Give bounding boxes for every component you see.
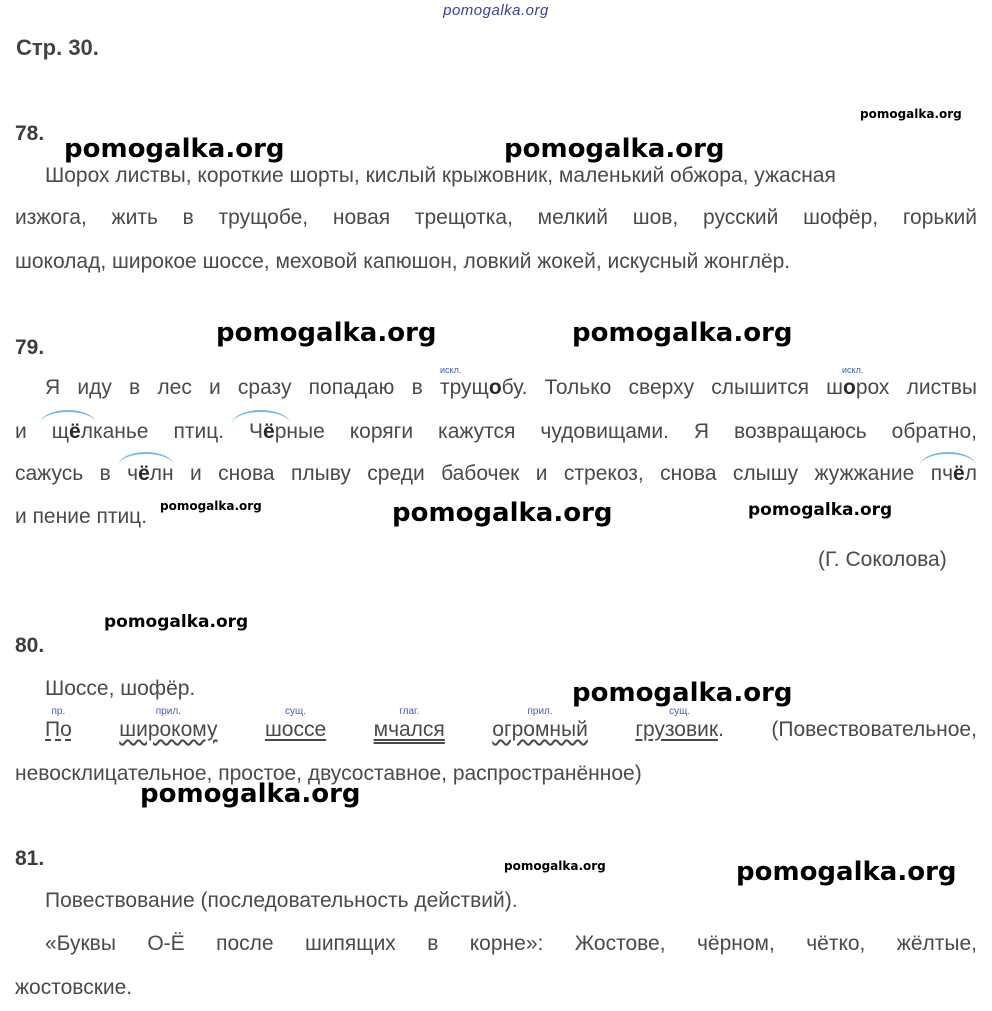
watermark: pomogalka.org	[572, 318, 793, 348]
exercise-79-line-1: Я иду в лес и сразу попадаю в трущобу. Только сверху слышится шорох листвы	[45, 376, 977, 399]
exercise-number: 79.	[15, 336, 45, 359]
parsed-word: прил. огромный	[492, 706, 588, 741]
exercise-number: 80.	[15, 634, 45, 657]
top-watermark: pomogalka.org	[443, 2, 549, 19]
watermark: pomogalka.org	[216, 318, 437, 348]
parsed-word: пр. По	[45, 706, 72, 741]
page-label: Стр. 30.	[16, 35, 99, 60]
watermark: pomogalka.org	[504, 134, 725, 164]
watermark: pomogalka.org	[104, 612, 249, 632]
watermark: pomogalka.org	[140, 779, 361, 809]
watermark: pomogalka.org	[160, 499, 262, 513]
exercise-79-line-3: сажусь в чёлн и снова плыву среди бабочек и стрекоз, снова слышу жужжание пчёл	[15, 462, 977, 485]
exercise-81-line-3: жостовские.	[15, 976, 133, 999]
watermark: pomogalka.org	[392, 498, 613, 528]
exercise-79-line-4: и пение птиц.	[15, 505, 148, 528]
watermark: pomogalka.org	[64, 134, 285, 164]
watermark: pomogalka.org	[572, 678, 793, 708]
watermark: pomogalka.org	[748, 500, 893, 520]
parsed-word: сущ. шоссе	[264, 706, 327, 741]
exercise-81-line-1: Повествование (последовательность действий).	[45, 889, 518, 912]
exercise-number: 81.	[15, 847, 45, 870]
exercise-80-line-3: невосклицательное, простое, двусоставное, распространённое)	[15, 762, 642, 785]
exercise-78-line-3: шоколад, широкое шоссе, меховой капюшон, ловкий жокей, искусный жонглёр.	[15, 250, 791, 273]
exercise-78-line-1: Шорох листвы, короткие шорты, кислый крыжовник, маленький обжора, ужасная	[45, 164, 836, 187]
parsed-word: прил. широкому	[119, 706, 218, 741]
exercise-81-line-2: «Буквы О-Ё после шипящих в корне»: Жостове, чёрном, чётко, жёлтые,	[45, 932, 977, 955]
exercise-80-line-1: Шоссе, шофёр.	[45, 677, 196, 700]
author: (Г. Соколова)	[818, 548, 947, 571]
parsed-word: глаг. мчался	[373, 706, 445, 741]
watermark: pomogalka.org	[860, 107, 962, 121]
exercise-78-line-2: изжога, жить в трущобе, новая трещотка, мелкий шов, русский шофёр, горький	[15, 206, 977, 229]
watermark: pomogalka.org	[736, 857, 957, 887]
exercise-number: 78.	[15, 122, 45, 145]
parsed-word: сущ. грузовик.	[635, 706, 724, 741]
sentence-characteristics: (Повествовательное,	[771, 718, 977, 741]
watermark: pomogalka.org	[504, 859, 606, 873]
sentence-parse-row	[45, 706, 977, 742]
exercise-79-line-2: и щёлканье птиц. Чёрные коряги кажутся чудовищами. Я возвращаюсь обратно,	[15, 420, 978, 443]
exception-mark: искл.	[440, 365, 462, 375]
exception-mark: искл.	[842, 365, 864, 375]
